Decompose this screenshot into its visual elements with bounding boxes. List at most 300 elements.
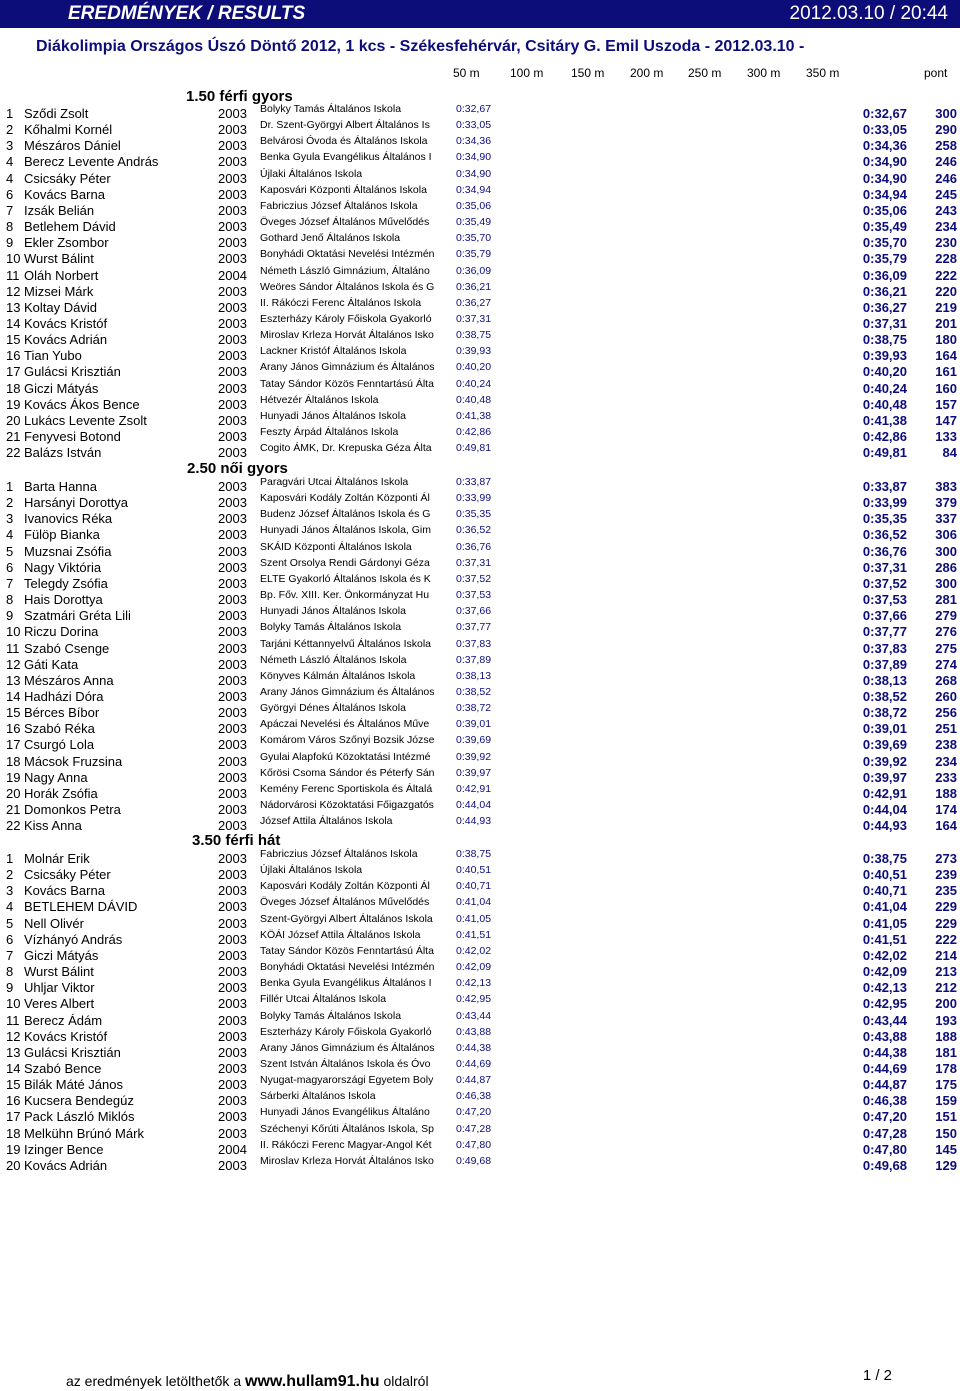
result-row <box>0 703 960 719</box>
rank: 17 <box>6 364 21 380</box>
rank: 11 <box>6 267 20 283</box>
birth-year: 2003 <box>218 656 247 672</box>
birth-year: 2003 <box>218 138 247 154</box>
final-time: 0:40,48 <box>862 396 907 412</box>
rank: 17 <box>6 1109 21 1125</box>
result-row <box>0 558 960 574</box>
points: 230 <box>935 235 957 251</box>
swimmer-name: Szatmári Gréta Lili <box>24 608 131 624</box>
split-50m: 0:34,36 <box>456 135 492 148</box>
birth-year: 2003 <box>218 1012 247 1028</box>
swimmer-name: Lukács Levente Zsolt <box>24 412 147 428</box>
points: 300 <box>935 543 957 559</box>
result-row <box>0 542 960 558</box>
school-name: Szent-Györgyi Albert Általános Iskola <box>260 912 433 925</box>
swimmer-name: Kovács Adrián <box>24 1157 108 1173</box>
school-name: Hétvezér Általános Iskola <box>260 393 379 406</box>
split-50m: 0:37,83 <box>456 637 492 650</box>
rank: 7 <box>6 947 14 963</box>
swimmer-name: Molnár Erik <box>24 851 90 866</box>
rank: 16 <box>6 348 21 364</box>
points: 220 <box>935 283 957 299</box>
birth-year: 2003 <box>218 947 247 963</box>
birth-year: 2003 <box>218 122 247 138</box>
final-time: 0:37,31 <box>862 315 907 331</box>
final-time: 0:33,99 <box>862 495 907 511</box>
final-time: 0:44,69 <box>862 1060 907 1076</box>
points: 193 <box>935 1012 957 1028</box>
school-name: Kaposvári Kodály Zoltán Központi Ál <box>260 880 430 893</box>
result-row <box>0 233 960 249</box>
split-50m: 0:34,94 <box>456 183 492 196</box>
col-200m: 200 m <box>630 66 664 80</box>
points: 150 <box>935 1125 957 1141</box>
rank: 9 <box>6 980 14 996</box>
result-row <box>0 1059 960 1075</box>
split-50m: 0:37,53 <box>456 589 492 602</box>
result-row <box>0 849 960 865</box>
swimmer-name: Mácsok Fruzsina <box>24 753 123 769</box>
school-name: Németh László Gimnázium, Általáno <box>260 264 430 277</box>
rank: 8 <box>6 219 14 235</box>
split-50m: 0:46,38 <box>456 1090 492 1103</box>
school-name: Hunyadi János Evangélikus Általáno <box>260 1106 430 1119</box>
result-row <box>0 719 960 735</box>
final-time: 0:36,52 <box>862 527 907 543</box>
rank: 4 <box>6 170 14 186</box>
rank: 11 <box>6 1012 20 1028</box>
col-150m: 150 m <box>571 66 605 80</box>
points: 212 <box>935 980 957 996</box>
final-time: 0:49,81 <box>862 445 907 461</box>
birth-year: 2003 <box>218 1028 247 1044</box>
birth-year: 2003 <box>218 364 247 380</box>
school-name: Hunyadi János Általános Iskola <box>260 409 406 422</box>
points: 300 <box>935 575 957 591</box>
birth-year: 2003 <box>218 1093 247 1109</box>
result-row <box>0 994 960 1010</box>
event-title: 1.50 férfi gyors <box>186 88 293 105</box>
rank: 19 <box>6 769 21 785</box>
result-row <box>0 330 960 346</box>
school-name: Bp. Főv. XIII. Ker. Önkormányzat Hu <box>260 589 430 602</box>
school-name: Lackner Kristóf Általános Iskola <box>260 345 407 358</box>
split-50m: 0:40,48 <box>456 393 492 406</box>
final-time: 0:35,35 <box>862 511 907 527</box>
result-row <box>0 962 960 978</box>
result-row <box>0 735 960 751</box>
result-row <box>0 1140 960 1156</box>
birth-year: 2003 <box>218 640 247 656</box>
result-row <box>0 136 960 152</box>
birth-year: 2003 <box>218 753 247 769</box>
swimmer-name: Szabó Bence <box>24 1060 102 1076</box>
swimmer-name: Kovács Adrián <box>24 332 108 348</box>
rank: 9 <box>6 608 14 624</box>
birth-year: 2003 <box>218 802 247 817</box>
swimmer-name: Gulácsi Krisztián <box>24 364 121 380</box>
final-time: 0:38,75 <box>862 851 907 866</box>
final-time: 0:37,89 <box>862 656 907 672</box>
points: 178 <box>935 1060 957 1076</box>
final-time: 0:39,01 <box>862 721 907 737</box>
swimmer-name: Bilák Máté János <box>24 1077 123 1093</box>
swimmer-name: Mizsei Márk <box>24 283 94 299</box>
school-name: Tarjáni Kéttannyelvű Általános Iskola <box>260 637 432 650</box>
school-name: Cogito ÁMK, Dr. Krepuska Géza Álta <box>260 442 432 455</box>
split-50m: 0:47,28 <box>456 1122 492 1135</box>
result-row <box>0 800 960 816</box>
split-50m: 0:34,90 <box>456 151 492 164</box>
birth-year: 2003 <box>218 851 247 866</box>
split-50m: 0:49,81 <box>456 442 492 455</box>
final-time: 0:42,86 <box>862 429 907 444</box>
rank: 18 <box>6 380 21 396</box>
final-time: 0:41,38 <box>862 412 907 428</box>
result-row <box>0 266 960 282</box>
rank: 4 <box>6 899 14 915</box>
school-name: Paragvári Utcai Általános Iskola <box>260 476 409 488</box>
rank: 3 <box>6 883 14 899</box>
swimmer-name: Gulácsi Krisztián <box>24 1044 121 1060</box>
result-row <box>0 978 960 994</box>
birth-year: 2003 <box>218 429 247 444</box>
col-250m: 250 m <box>688 66 722 80</box>
rank: 8 <box>6 592 14 608</box>
result-row <box>0 671 960 687</box>
final-time: 0:33,05 <box>862 122 907 138</box>
final-time: 0:34,90 <box>862 170 907 186</box>
col-pont: pont <box>924 66 948 80</box>
birth-year: 2004 <box>218 267 247 283</box>
birth-year: 2003 <box>218 1077 247 1093</box>
points: 84 <box>942 445 957 461</box>
swimmer-name: Nagy Viktória <box>24 559 102 575</box>
final-time: 0:40,51 <box>862 867 907 883</box>
points: 243 <box>935 202 957 218</box>
swimmer-name: Izsák Belián <box>24 202 95 218</box>
school-name: Komárom Város Szőnyi Bozsik Józse <box>260 734 435 747</box>
swimmer-name: Veres Albert <box>24 996 95 1012</box>
school-name: Dr. Szent-Györgyi Albert Általános Is <box>260 119 430 132</box>
rank: 12 <box>6 656 21 672</box>
top-banner <box>0 0 960 28</box>
points: 268 <box>935 672 957 688</box>
birth-year: 2003 <box>218 202 247 218</box>
swimmer-name: Uhljar Viktor <box>24 980 95 996</box>
result-row <box>0 768 960 784</box>
swimmer-name: Balázs István <box>24 445 102 461</box>
download-link[interactable]: www.hullam91.hu <box>245 1373 380 1390</box>
result-row <box>0 411 960 427</box>
birth-year: 2003 <box>218 688 247 704</box>
points: 222 <box>935 267 957 283</box>
points: 151 <box>935 1109 957 1125</box>
school-name: Györgyi Dénes Általános Iskola <box>260 702 406 715</box>
birth-year: 2003 <box>218 380 247 396</box>
result-row <box>0 427 960 443</box>
birth-year: 2003 <box>218 412 247 428</box>
split-50m: 0:36,76 <box>456 540 492 553</box>
birth-year: 2003 <box>218 883 247 899</box>
rank: 1 <box>6 851 14 866</box>
result-row <box>0 509 960 525</box>
result-row <box>0 687 960 703</box>
final-time: 0:47,20 <box>862 1109 907 1125</box>
result-row <box>0 1156 960 1172</box>
split-50m: 0:41,38 <box>456 409 492 422</box>
swimmer-name: Giczi Mátyás <box>24 380 99 396</box>
birth-year: 2003 <box>218 332 247 348</box>
swimmer-name: Wurst Bálint <box>24 964 94 980</box>
points: 281 <box>935 592 957 608</box>
points: 234 <box>935 219 957 235</box>
swimmer-name: Hadházi Dóra <box>24 688 104 704</box>
swimmer-name: Fülöp Bianka <box>24 527 100 543</box>
rank: 3 <box>6 511 14 527</box>
final-time: 0:35,06 <box>862 202 907 218</box>
result-row <box>0 395 960 411</box>
rank: 8 <box>6 964 14 980</box>
birth-year: 2003 <box>218 219 247 235</box>
birth-year: 2003 <box>218 543 247 559</box>
rank: 14 <box>6 1060 21 1076</box>
rank: 12 <box>6 1028 21 1044</box>
points: 300 <box>935 106 957 121</box>
swimmer-name: Berecz Ádám <box>24 1012 103 1028</box>
result-row <box>0 655 960 671</box>
result-row <box>0 104 960 120</box>
final-time: 0:37,83 <box>862 640 907 656</box>
rank: 20 <box>6 1157 21 1173</box>
split-50m: 0:49,68 <box>456 1154 492 1167</box>
swimmer-name: Szabó Csenge <box>24 640 110 656</box>
col-350m: 350 m <box>806 66 840 80</box>
points: 275 <box>935 640 957 656</box>
footer-note <box>66 1373 429 1391</box>
result-row <box>0 201 960 217</box>
split-50m: 0:41,04 <box>456 896 492 909</box>
final-time: 0:38,72 <box>862 705 907 721</box>
rank: 18 <box>6 753 21 769</box>
birth-year: 2003 <box>218 867 247 883</box>
col-100m: 100 m <box>510 66 544 80</box>
split-50m: 0:44,93 <box>456 815 492 828</box>
rank: 21 <box>6 802 21 817</box>
split-50m: 0:37,66 <box>456 605 492 618</box>
result-row <box>0 784 960 800</box>
points: 161 <box>935 364 957 380</box>
points: 239 <box>935 867 957 883</box>
points: 229 <box>935 915 957 931</box>
birth-year: 2003 <box>218 1044 247 1060</box>
rank: 2 <box>6 122 14 138</box>
birth-year: 2003 <box>218 479 247 494</box>
rank: 7 <box>6 202 14 218</box>
birth-year: 2003 <box>218 608 247 624</box>
rank: 12 <box>6 283 21 299</box>
split-50m: 0:35,35 <box>456 508 492 521</box>
birth-year: 2003 <box>218 737 247 753</box>
points: 279 <box>935 608 957 624</box>
points: 229 <box>935 899 957 915</box>
birth-year: 2003 <box>218 592 247 608</box>
swimmer-name: Kucsera Bendegúz <box>24 1093 134 1109</box>
split-50m: 0:34,90 <box>456 167 492 180</box>
swimmer-name: Gáti Kata <box>24 656 79 672</box>
birth-year: 2003 <box>218 315 247 331</box>
split-50m: 0:42,91 <box>456 782 492 795</box>
split-50m: 0:36,21 <box>456 280 492 293</box>
school-name: Bonyhádi Oktatási Nevelési Intézmén <box>260 961 435 974</box>
final-time: 0:49,68 <box>862 1157 907 1173</box>
school-name: II. Rákóczi Ferenc Magyar-Angol Két <box>260 1138 432 1151</box>
swimmer-name: Barta Hanna <box>24 479 97 494</box>
result-row <box>0 379 960 395</box>
school-name: Kaposvári Központi Általános Iskola <box>260 183 427 196</box>
birth-year: 2003 <box>218 575 247 591</box>
final-time: 0:38,52 <box>862 688 907 704</box>
final-time: 0:38,75 <box>862 332 907 348</box>
event-title: 2.50 női gyors <box>187 460 288 477</box>
result-row <box>0 622 960 638</box>
split-50m: 0:33,05 <box>456 119 492 132</box>
school-name: Benka Gyula Evangélikus Általános I <box>260 151 432 164</box>
split-50m: 0:39,01 <box>456 718 492 731</box>
school-name: Arany János Gimnázium és Általános <box>260 1041 435 1054</box>
final-time: 0:37,31 <box>862 559 907 575</box>
birth-year: 2003 <box>218 186 247 202</box>
birth-year: 2003 <box>218 705 247 721</box>
birth-year: 2003 <box>218 106 247 121</box>
split-50m: 0:41,51 <box>456 928 492 941</box>
points: 245 <box>935 186 957 202</box>
points: 188 <box>935 785 957 801</box>
final-time: 0:37,52 <box>862 575 907 591</box>
final-time: 0:34,94 <box>862 186 907 202</box>
points: 129 <box>935 1157 957 1173</box>
swimmer-name: Koltay Dávid <box>24 299 97 315</box>
split-50m: 0:40,71 <box>456 880 492 893</box>
split-50m: 0:37,31 <box>456 556 492 569</box>
rank: 16 <box>6 1093 21 1109</box>
final-time: 0:44,04 <box>862 802 907 817</box>
split-50m: 0:39,69 <box>456 734 492 747</box>
final-time: 0:39,69 <box>862 737 907 753</box>
swimmer-name: Kovács Barna <box>24 186 105 202</box>
swimmer-name: Izinger Bence <box>24 1141 104 1157</box>
swimmer-name: Szabó Réka <box>24 721 95 737</box>
points: 200 <box>935 996 957 1012</box>
swimmer-name: Mészáros Dániel <box>24 138 121 154</box>
split-50m: 0:37,31 <box>456 312 492 325</box>
col-300m: 300 m <box>747 66 781 80</box>
rank: 16 <box>6 721 21 737</box>
rank: 22 <box>6 818 21 834</box>
school-name: Kemény Ferenc Sportiskola és Általá <box>260 782 433 795</box>
swimmer-name: Pack László Miklós <box>24 1109 135 1125</box>
split-50m: 0:47,20 <box>456 1106 492 1119</box>
final-time: 0:43,44 <box>862 1012 907 1028</box>
final-time: 0:34,36 <box>862 138 907 154</box>
rank: 5 <box>6 915 14 931</box>
school-name: Gyulai Alapfokú Közoktatási Intézmé <box>260 750 431 763</box>
final-time: 0:33,87 <box>862 479 907 494</box>
rank: 11 <box>6 640 20 656</box>
school-name: Bonyhádi Oktatási Nevelési Intézmén <box>260 248 435 261</box>
competition-subtitle: Diákolimpia Országos Úszó Döntő 2012, 1 kcs - Székesfehérvár, Csitáry G. Emil Uszoda - 2012.03.10 - <box>36 38 805 55</box>
result-row <box>0 865 960 881</box>
swimmer-name: Betlehem Dávid <box>24 219 116 235</box>
points: 233 <box>935 769 957 785</box>
birth-year: 2003 <box>218 235 247 251</box>
split-50m: 0:36,09 <box>456 264 492 277</box>
school-name: Bolyky Tamás Általános Iskola <box>260 1009 402 1022</box>
result-row <box>0 298 960 314</box>
final-time: 0:39,97 <box>862 769 907 785</box>
school-name: Fabriczius József Általános Iskola <box>260 848 418 860</box>
birth-year: 2003 <box>218 964 247 980</box>
birth-year: 2003 <box>218 511 247 527</box>
school-name: Nyugat-magyarországi Egyetem Boly <box>260 1074 434 1087</box>
school-name: Bolyky Tamás Általános Iskola <box>260 103 402 115</box>
rank: 20 <box>6 785 21 801</box>
result-row <box>0 574 960 590</box>
split-50m: 0:37,77 <box>456 621 492 634</box>
rank: 14 <box>6 315 21 331</box>
school-name: ELTE Gyakorló Általános Iskola és K <box>260 572 431 585</box>
school-name: Újlaki Általános Iskola <box>260 167 363 180</box>
final-time: 0:42,91 <box>862 785 907 801</box>
swimmer-name: Harsányi Dorottya <box>24 495 129 511</box>
split-50m: 0:44,87 <box>456 1074 492 1087</box>
points: 383 <box>935 479 957 494</box>
split-50m: 0:35,79 <box>456 248 492 261</box>
swimmer-name: Hais Dorottya <box>24 592 103 608</box>
school-name: Miroslav Krleza Horvát Általános Isko <box>260 1154 434 1167</box>
swimmer-name: Kőhalmi Kornél <box>24 122 113 138</box>
points: 164 <box>935 818 957 834</box>
final-time: 0:39,93 <box>862 348 907 364</box>
final-time: 0:42,13 <box>862 980 907 996</box>
birth-year: 2003 <box>218 1109 247 1125</box>
school-name: Hunyadi János Általános Iskola, Gim <box>260 524 431 537</box>
birth-year: 2003 <box>218 1157 247 1173</box>
points: 159 <box>935 1093 957 1109</box>
swimmer-name: Horák Zsófia <box>24 785 98 801</box>
split-50m: 0:38,13 <box>456 669 492 682</box>
school-name: Újlaki Általános Iskola <box>260 864 363 877</box>
points: 222 <box>935 931 957 947</box>
points: 273 <box>935 851 957 866</box>
school-name: Szent Orsolya Rendi Gárdonyi Géza <box>260 556 430 569</box>
split-50m: 0:43,88 <box>456 1025 492 1038</box>
school-name: József Attila Általános Iskola <box>260 815 393 828</box>
final-time: 0:35,49 <box>862 219 907 235</box>
points: 145 <box>935 1141 957 1157</box>
final-time: 0:42,09 <box>862 964 907 980</box>
birth-year: 2003 <box>218 1060 247 1076</box>
split-50m: 0:39,93 <box>456 345 492 358</box>
rank: 10 <box>6 251 21 267</box>
school-name: Weöres Sándor Általános Iskola és G <box>260 280 435 293</box>
rank: 2 <box>6 495 14 511</box>
rank: 19 <box>6 1141 21 1157</box>
school-name: Fillér Utcai Általános Iskola <box>260 993 387 1006</box>
points: 201 <box>935 315 957 331</box>
final-time: 0:40,71 <box>862 883 907 899</box>
swimmer-name: Wurst Bálint <box>24 251 94 267</box>
